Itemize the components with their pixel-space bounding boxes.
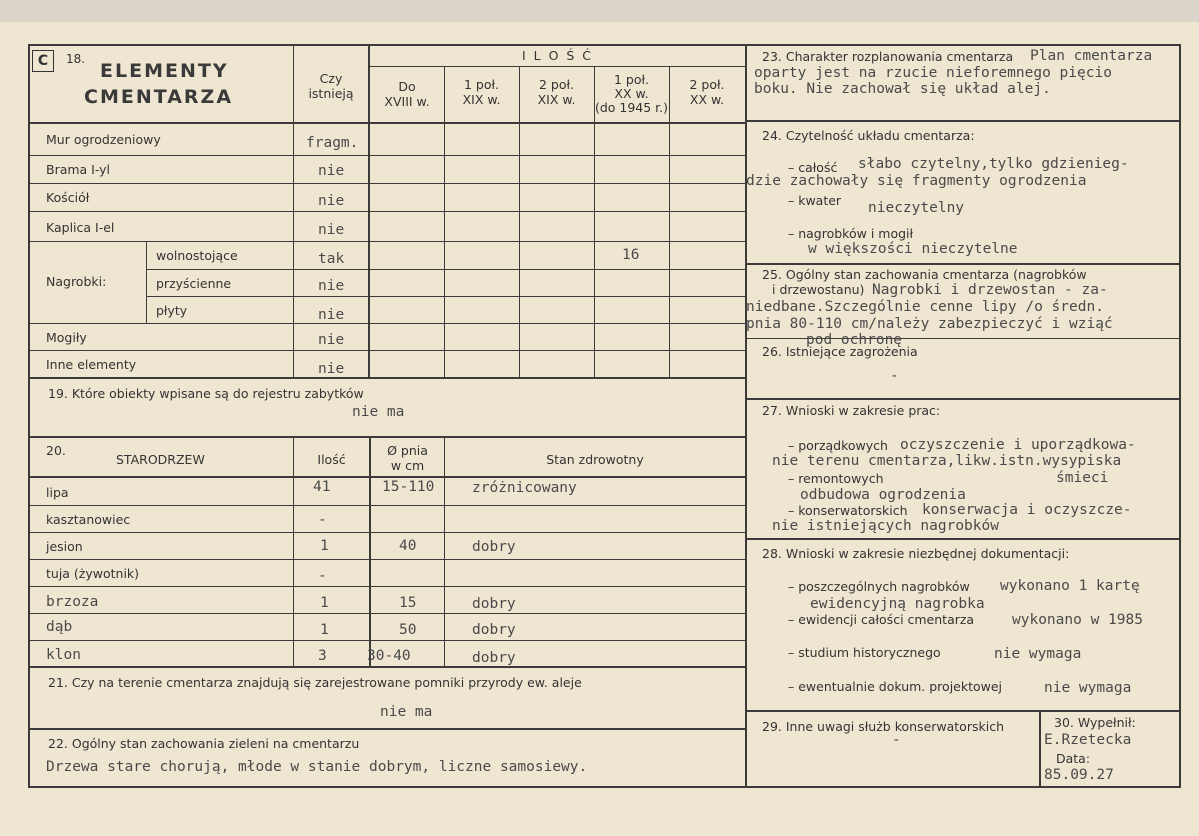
s24-kwater-answer: nieczytelny xyxy=(868,200,965,216)
s20-tree-count: 1 xyxy=(320,622,329,638)
s18-period-1-l1: Do xyxy=(398,79,416,94)
s18-period-3-l1: 2 poł. xyxy=(538,77,575,92)
frame-bottom xyxy=(28,786,1181,788)
s18-row-line xyxy=(146,296,745,297)
s18-period-5-l2: XX w. xyxy=(689,92,725,107)
s20-col-health: Stan zdrowotny xyxy=(546,452,644,467)
s20-tree-count: - xyxy=(318,568,327,584)
frame-middle xyxy=(745,44,747,788)
s18-period-1-l2: XVIII w. xyxy=(384,94,430,109)
s30-name: E.Rzetecka xyxy=(1044,732,1132,748)
s19-bottom xyxy=(28,436,745,438)
s18-row-line xyxy=(146,269,745,270)
s18-row-label: przyścienne xyxy=(156,276,232,291)
s28-item-label: – studium historycznego xyxy=(788,645,941,660)
s20-row-line xyxy=(30,613,745,614)
s18-count-value: 16 xyxy=(622,247,640,263)
s20-tree-count: - xyxy=(318,512,327,528)
s20-tree-name: brzoza xyxy=(46,594,99,610)
s20-tree-count: 1 xyxy=(320,538,329,554)
s18-row-line xyxy=(30,211,745,212)
s18-period-4-l2: XX w. xyxy=(614,86,649,101)
s20-tree-diam: 15 xyxy=(399,595,417,611)
s20-row-line xyxy=(30,586,745,587)
s18-period-4-l3: (do 1945 r.) xyxy=(594,100,669,115)
s28-item-label: – poszczególnych nagrobków xyxy=(788,579,970,594)
s18-exists-value: tak xyxy=(318,251,345,267)
s27-kons-line2: nie istniejących nagrobków xyxy=(772,518,999,534)
s18-row-label: Kaplica I-el xyxy=(46,220,115,235)
s20-tree-name: lipa xyxy=(46,485,69,500)
s18-col-exists-l2: istnieją xyxy=(308,86,354,101)
s20-tree-count: 1 xyxy=(320,595,329,611)
s18-vline-p2 xyxy=(444,66,445,377)
s24-nagrobki-answer: w większości nieczytelne xyxy=(808,241,1018,257)
s18-nagrobki-vline xyxy=(146,241,147,323)
s20-tree-name: tuja (żywotnik) xyxy=(46,566,140,581)
s18-title-line2: CMENTARZA xyxy=(84,86,234,108)
s18-exists-value: nie xyxy=(318,332,345,348)
s18-row-label: Mur ogrodzeniowy xyxy=(46,132,161,147)
s27-kons-label: – konserwatorskich xyxy=(788,503,908,518)
s30-date-label: Data: xyxy=(1056,751,1091,766)
s20-tree-name: kasztanowiec xyxy=(46,512,131,527)
s27-porz-line2: nie terenu cmentarza,likw.istn.wysypiska xyxy=(772,453,1122,469)
s24-nagrobki-label: – nagrobków i mogił xyxy=(788,226,914,241)
s18-period-4-l1: 1 poł. xyxy=(613,72,650,87)
s28-item-label: – ewentualnie dokum. projektowej xyxy=(788,679,1003,694)
s20-vline-health xyxy=(444,436,445,666)
s18-row-label: Brama I-yl xyxy=(46,162,111,177)
s20-bottom xyxy=(28,666,745,668)
s18-group-label: Nagrobki: xyxy=(46,274,107,289)
s18-row-line xyxy=(30,350,745,351)
s28-bottom xyxy=(747,710,1179,712)
s18-row-label: płyty xyxy=(156,303,188,318)
s18-title-line1: ELEMENTY xyxy=(100,60,229,82)
s18-row-line xyxy=(30,241,745,242)
s18-number: 18. xyxy=(66,52,86,66)
s18-vline-p3 xyxy=(519,66,520,377)
s26-bottom xyxy=(747,398,1179,400)
s24-calosc-label: – całość xyxy=(788,160,838,175)
s27-porz-label: – porządkowych xyxy=(788,438,888,453)
s26-label: 26. Istniejące zagrożenia xyxy=(762,344,918,359)
s23-bottom xyxy=(747,120,1179,122)
s28-item-answer: wykonano 1 kartę xyxy=(1000,578,1140,594)
s21-bottom xyxy=(28,728,745,730)
s27-rem-extra: śmieci xyxy=(1056,470,1109,486)
s27-bottom xyxy=(747,538,1179,540)
s18-row-line xyxy=(30,323,745,324)
s20-row-line xyxy=(30,559,745,560)
s18-exists-value: nie xyxy=(318,307,345,323)
s26-answer: - xyxy=(890,368,899,384)
s18-row-label: Kościół xyxy=(46,190,90,205)
s30-label: 30. Wypełnił: xyxy=(1054,715,1136,730)
s18-period-2-l1: 1 poł. xyxy=(463,77,500,92)
s24-bottom xyxy=(747,263,1179,265)
s21-label: 21. Czy na terenie cmentarza znajdują się zarejestrowane pomniki przyrody ew. aleje xyxy=(48,675,582,690)
s25-label-line1: 25. Ogólny stan zachowania cmentarza (nagrobków xyxy=(762,267,1087,282)
s20-row-line xyxy=(30,505,745,506)
card-letter-box: C xyxy=(32,50,54,72)
s25-answer-line1: Nagrobki i drzewostan - za- xyxy=(872,282,1108,298)
s20-tree-diam: 50 xyxy=(399,622,417,638)
s28-label: 28. Wnioski w zakresie niezbędnej dokumentacji: xyxy=(762,546,1070,561)
s18-vline-p5 xyxy=(669,66,670,377)
s27-porz-line1: oczyszczenie i uporządkowa- xyxy=(900,437,1136,453)
s20-row-line xyxy=(30,640,745,641)
s30-date: 85.09.27 xyxy=(1044,767,1114,783)
s18-row-label: Inne elementy xyxy=(46,357,137,372)
s20-number: 20. xyxy=(46,443,66,458)
s18-row-label: wolnostojące xyxy=(156,248,238,263)
s18-row-label: Mogiły xyxy=(46,330,87,345)
s18-period-5-l1: 2 poł. xyxy=(689,77,725,92)
s20-tree-count: 41 xyxy=(313,479,331,495)
s25-label-line2: i drzewostanu) xyxy=(772,282,865,297)
s19-label: 19. Które obiekty wpisane są do rejestru zabytków xyxy=(48,386,364,401)
s23-answer-line3: boku. Nie zachował się układ alej. xyxy=(754,81,1051,97)
s18-exists-value: fragm. xyxy=(306,135,359,151)
s20-tree-health: dobry xyxy=(472,650,516,666)
s25-answer-line3: pnia 80-110 cm/należy zabezpieczyć i wziąć xyxy=(746,316,1113,332)
s20-tree-name: dąb xyxy=(46,619,73,635)
s29-label: 29. Inne uwagi służb konserwatorskich xyxy=(762,719,1004,734)
s20-tree-health: dobry xyxy=(472,596,516,612)
s22-answer: Drzewa stare chorują, młode w stanie dobrym, liczne samosiewy. xyxy=(46,759,588,775)
s20-tree-name: jesion xyxy=(46,539,83,554)
s18-ilosc-underline xyxy=(370,66,745,67)
frame-right xyxy=(1179,44,1181,788)
s27-label: 27. Wnioski w zakresie prac: xyxy=(762,403,941,418)
s28-item-answer: nie wymaga xyxy=(1044,680,1132,696)
s28-item-answer-line2: ewidencyjną nagrobka xyxy=(810,596,985,612)
s27-kons-line1: konserwacja i oczyszcze- xyxy=(922,502,1132,518)
s28-item-answer: nie wymaga xyxy=(994,646,1082,662)
s23-label: 23. Charakter rozplanowania cmentarza xyxy=(762,49,1014,64)
s28-item-answer: wykonano w 1985 xyxy=(1012,612,1143,628)
s21-answer: nie ma xyxy=(380,704,433,720)
s18-period-2-l2: XIX w. xyxy=(462,92,501,107)
s18-exists-value: nie xyxy=(318,278,345,294)
s18-ilosc-header: I L O Ś Ć xyxy=(521,48,594,63)
s22-label: 22. Ogólny stan zachowania zieleni na cmentarzu xyxy=(48,736,360,751)
s20-tree-name: klon xyxy=(46,647,81,663)
s18-exists-value: nie xyxy=(318,222,345,238)
frame-top xyxy=(28,44,1181,46)
s20-vline-count xyxy=(293,436,294,666)
s24-calosc-line2: dzie zachowały się fragmenty ogrodzenia xyxy=(746,173,1087,189)
s18-header-bottom xyxy=(28,122,745,124)
scan-top-strip xyxy=(0,0,1199,22)
s18-exists-value: nie xyxy=(318,361,345,377)
s24-calosc-line1: słabo czytelny,tylko gdzienieg- xyxy=(858,156,1129,172)
s18-row-line xyxy=(30,183,745,184)
s20-tree-diam: 15-110 xyxy=(382,479,435,495)
s25-answer-line2: niedbane.Szczególnie cenne lipy /o średn. xyxy=(746,299,1104,315)
s25-answer-line4: pod ochronę xyxy=(806,332,903,348)
s29-answer: - xyxy=(892,732,901,748)
s20-row-line xyxy=(30,532,745,533)
s18-exists-value: nie xyxy=(318,163,345,179)
s20-col-count: Ilość xyxy=(317,452,346,467)
s20-tree-health: dobry xyxy=(472,622,516,638)
s23-answer-line2: oparty jest na rzucie nieforemnego pięcio xyxy=(754,65,1112,81)
s20-tree-count: 3 xyxy=(318,648,327,664)
s20-tree-health: zróżnicowany xyxy=(472,480,577,496)
s24-label: 24. Czytelność układu cmentarza: xyxy=(762,128,975,143)
s20-tree-health: dobry xyxy=(472,539,516,555)
s18-row-line xyxy=(30,155,745,156)
s19-answer: nie ma xyxy=(352,404,405,420)
s28-item-label: – ewidencji całości cmentarza xyxy=(788,612,975,627)
s20-tree-diam: 30-40 xyxy=(367,648,411,664)
s27-rem-answer: odbudowa ogrodzenia xyxy=(800,487,966,503)
s23-answer-line1: Plan cmentarza xyxy=(1030,48,1153,64)
s24-kwater-label: – kwater xyxy=(788,193,842,208)
s29-s30-divider xyxy=(1039,710,1041,786)
s18-bottom xyxy=(28,377,745,379)
s20-title: STARODRZEW xyxy=(116,452,205,467)
s20-header-bottom xyxy=(28,476,745,478)
s18-period-3-l2: XIX w. xyxy=(537,92,576,107)
s27-rem-label: – remontowych xyxy=(788,471,884,486)
s18-col-exists-l1: Czy xyxy=(319,71,343,86)
s20-col-diam-l2: w cm xyxy=(390,458,425,473)
s20-tree-diam: 40 xyxy=(399,538,417,554)
s20-col-diam-l1: Ø pnia xyxy=(387,443,428,458)
s18-exists-value: nie xyxy=(318,193,345,209)
